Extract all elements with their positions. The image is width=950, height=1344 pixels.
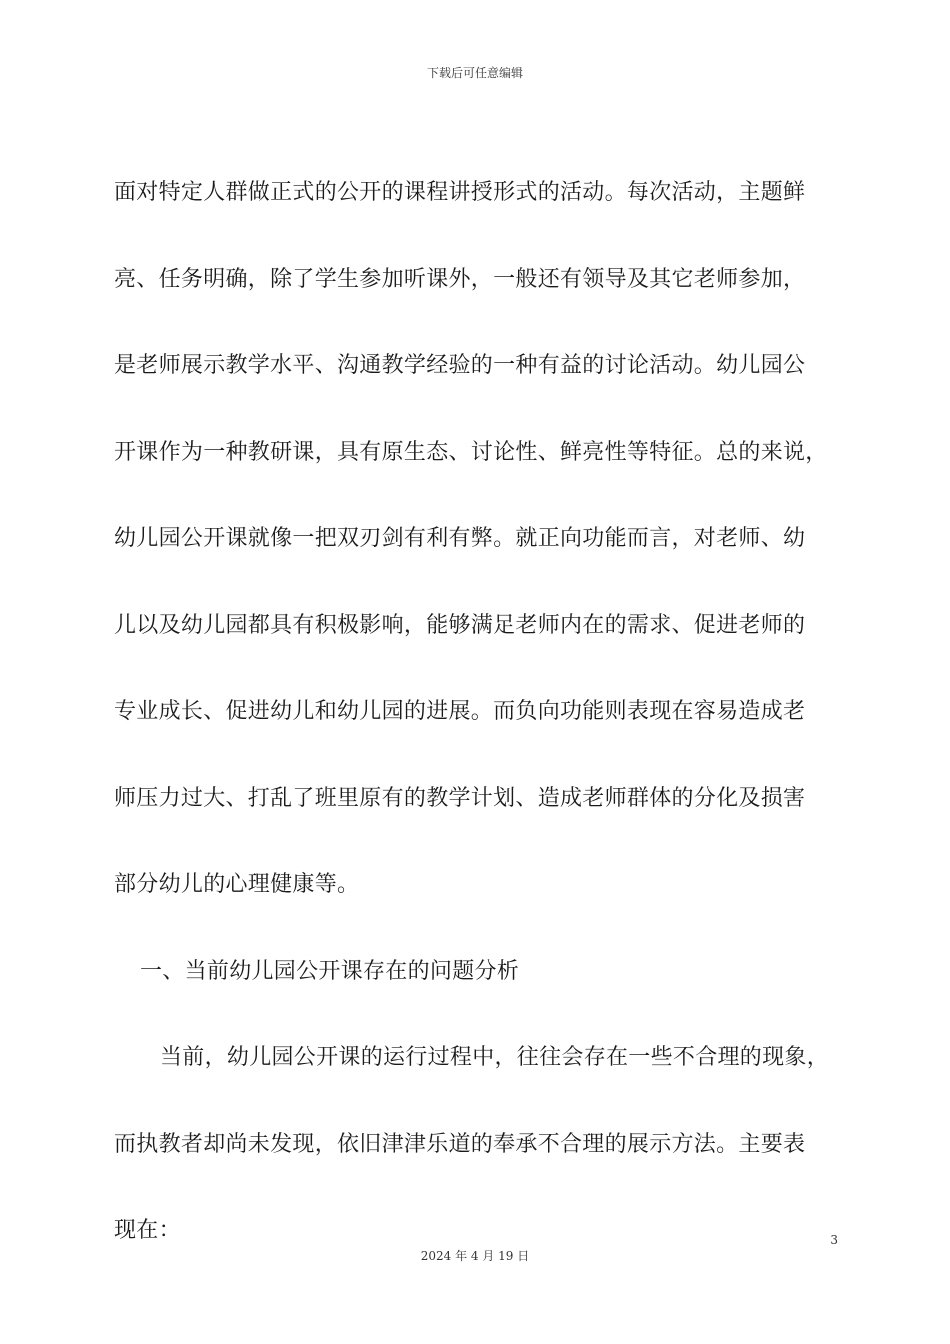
- paragraph-line: 师压力过大、打乱了班里原有的教学计划、造成老师群体的分化及损害: [114, 785, 806, 811]
- paragraph-line: 当前，幼儿园公开课的运行过程中，往往会存在一些不合理的现象，: [160, 1045, 830, 1070]
- paragraph-line: 是老师展示教学水平、沟通教学经验的一种有益的讨论活动。幼儿园公: [114, 353, 806, 378]
- paragraph-line: 现在：: [114, 1218, 181, 1243]
- paragraph-line: 专业成长、促进幼儿和幼儿园的进展。而负向功能则表现在容易造成老: [114, 699, 806, 724]
- page-header: 下载后可任意编辑: [426, 66, 523, 80]
- paragraph-line: 幼儿园公开课就像一把双刃剑有利有弊。就正向功能而言，对老师、幼: [114, 526, 806, 551]
- paragraph-line: 开课作为一种教研课，具有原生态、讨论性、鲜亮性等特征。总的来说，: [114, 439, 828, 465]
- paragraph-line: 亮、任务明确，除了学生参加听课外，一般还有领导及其它老师参加，: [114, 266, 806, 292]
- page-number: 3: [830, 1233, 838, 1247]
- body-text: [114, 150, 839, 1275]
- paragraph-line: 面对特定人群做正式的公开的课程讲授形式的活动。每次活动，主题鲜: [114, 180, 806, 205]
- paragraph-line: 部分幼儿的心理健康等。: [114, 872, 360, 897]
- paragraph-line: 而执教者却尚未发现，依旧津津乐道的奉承不合理的展示方法。主要表: [114, 1131, 806, 1157]
- page-footer-date: 2024 年 4 月 19 日: [420, 1249, 530, 1263]
- section-heading: 一、当前幼儿园公开课存在的问题分析: [140, 958, 520, 984]
- paragraph-line: 儿以及幼儿园都具有积极影响，能够满足老师内在的需求、促进老师的: [114, 612, 806, 638]
